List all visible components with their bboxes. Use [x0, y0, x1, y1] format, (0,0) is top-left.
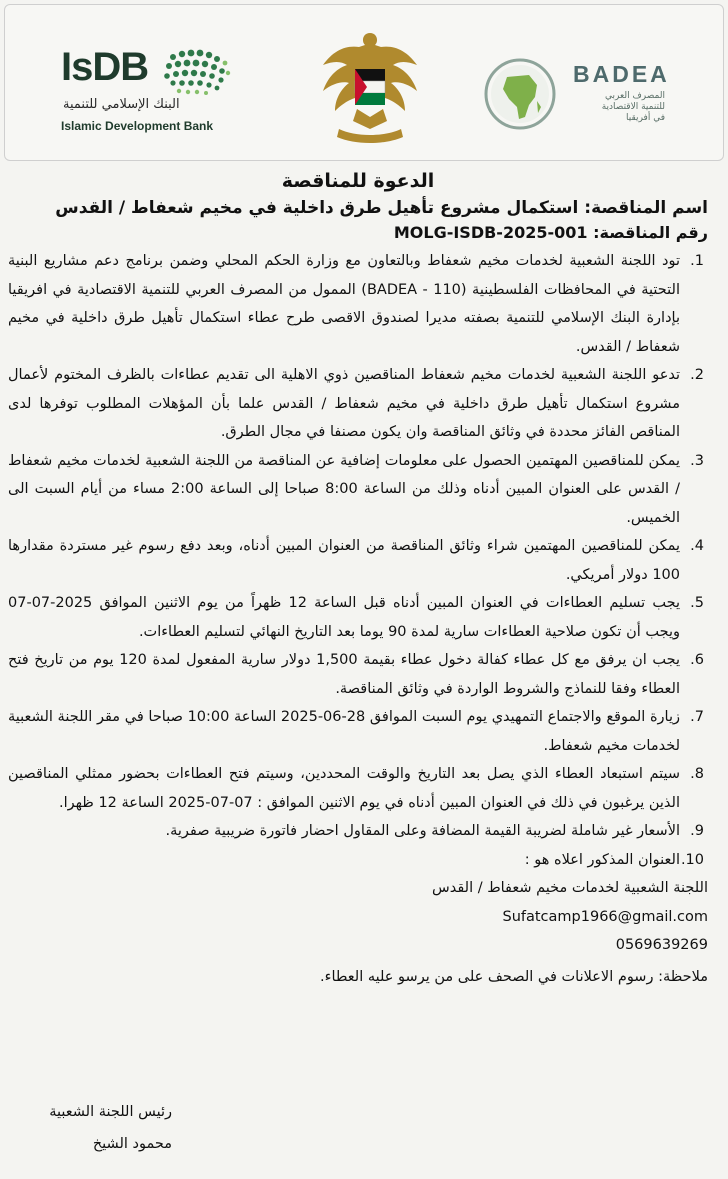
- address-organization: اللجنة الشعبية لخدمات مخيم شعفاط / القدس: [432, 880, 708, 896]
- clause-text: الأسعار غير شاملة لضريبة القيمة المضافة وعلى المقاول احضار فاتورة ضريبية صفرية.: [165, 823, 680, 839]
- tender-reference: رقم المناقصة: MOLG-ISDB-2025-001: [393, 223, 708, 242]
- clause-text: يجب تسليم العطاءات في العنوان المبين أدناه قبل الساعة 12 ظهراً من يوم الاثنين الموافق 2025-07-07 ويجب أن تكون صلاحية العطاءات سارية لمدة 90 يوما بعد التاريخ النهائي لتسليم العطاءات.: [8, 595, 680, 640]
- isdb-logo: [61, 45, 241, 140]
- signatory-role: رئيس اللجنة الشعبية: [49, 1104, 172, 1120]
- clause-text: تود اللجنة الشعبية لخدمات مخيم شعفاط وبالتعاون مع وزارة الحكم المحلي وضمن برنامج دعم مشاريع البنية التحتية في المحافظات الفلسطينية (BADEA - 110) الممول من المصرف العربي للتنمية الاقتصادية في افريقيا بإدارة البنك الإسلامي للتنمية بصفته مديرا لصندوق الاقصى طرح عطاء استكمال تأهيل طرق داخلية في مخيم شعفاط / القدس.: [8, 253, 680, 355]
- isdb-arabic-name: البنك الإسلامي للتنمية: [63, 97, 180, 112]
- clause-item: [8, 361, 708, 447]
- advertising-fee-note: ملاحظة: رسوم الاعلانات في الصحف على من يرسو عليه العطاء.: [320, 968, 708, 985]
- badea-africa-globe-icon: [483, 57, 557, 131]
- clause-number: 9.: [690, 823, 704, 839]
- isdb-english-name: Islamic Development Bank: [61, 119, 214, 133]
- clause-item: [8, 447, 708, 533]
- badea-wordmark: BADEA: [573, 61, 670, 87]
- badea-subtitle-line: المصرف العربي: [605, 91, 665, 101]
- palestinian-eagle-emblem-icon: [315, 25, 425, 150]
- clause-number: 5.: [690, 595, 704, 611]
- clause-item: [8, 760, 708, 817]
- logo-header: [4, 4, 724, 161]
- clause-number: 2.: [690, 367, 704, 383]
- clause-text: زيارة الموقع والاجتماع التمهيدي يوم السبت الموافق 28-06-2025 الساعة 10:00 صباحا في مقر اللجنة الشعبية لخدمات مخيم شعفاط.: [8, 709, 680, 754]
- tender-clauses: [8, 247, 708, 874]
- badea-subtitle-line: للتنمية الاقتصادية: [601, 102, 665, 112]
- clause-text: يجب ان يرفق مع كل عطاء كفالة دخول عطاء بقيمة 1,500 دولار سارية المفعول لمدة 120 يوم من تاريخ فتح العطاء وفقا للنماذج والشروط الواردة في وثائق المناقصة.: [8, 652, 681, 697]
- clause-number: 7.: [690, 709, 704, 725]
- page-title: الدعوة للمناقصة: [281, 170, 435, 192]
- clause-text: العنوان المذكور اعلاه هو :: [524, 851, 680, 868]
- clause-item: [8, 532, 708, 589]
- badea-subtitle-line: في أفريقيا: [626, 113, 665, 123]
- clause-item: [8, 817, 708, 846]
- isdb-wordmark: IsDB: [61, 45, 149, 89]
- clause-item: [8, 703, 708, 760]
- clause-number: 4.: [690, 538, 704, 554]
- clause-item: [8, 247, 708, 361]
- clause-number: 3.: [690, 452, 704, 469]
- clause-item: [8, 646, 708, 703]
- address-email[interactable]: Sufatcamp1966@gmail.com: [502, 908, 708, 925]
- clause-text: يمكن للمناقصين المهتمين الحصول على معلومات إضافية عن المناقصة من اللجنة الشعبية لخدمات مخيم شعفاط / القدس على العنوان المبين أدناه وذلك من الساعة 8:00 صباحا إلى الساعة 2:00 مساء من أيام السبت الى الخميس.: [8, 452, 681, 526]
- clause-text: يمكن للمناقصين المهتمين شراء وثائق المناقصة من العنوان المبين أدناه، وبعد دفع رسوم غير مستردة مقدارها 100 دولار أمريكي.: [8, 538, 680, 583]
- clause-number: 6.: [690, 652, 704, 668]
- signatory-name: محمود الشيخ: [92, 1136, 172, 1152]
- badea-logo: [483, 47, 713, 142]
- clause-item: [8, 846, 708, 875]
- signature-block: [12, 1096, 172, 1160]
- clause-number: 1.: [690, 253, 704, 269]
- clause-text: تدعو اللجنة الشعبية لخدمات مخيم شعفاط المناقصين ذوي الاهلية الى تقديم عطاءات بالظرف المختوم لأعمال مشروع استكمال تأهيل طرق داخلية في مخيم شعفاط / القدس علما بأن المؤهلات المطلوب توفرها لدى المناقص الفائز محددة في وثائق المناقصة وان يكون مصنفا في مجال الطرق.: [8, 367, 680, 440]
- clause-number: 10.: [680, 851, 704, 868]
- isdb-globe-icon: [155, 47, 233, 97]
- clause-item: [8, 589, 708, 646]
- clause-number: 8.: [690, 766, 704, 782]
- tender-name: اسم المناقصة: استكمال مشروع تأهيل طرق داخلية في مخيم شعفاط / القدس: [55, 198, 708, 218]
- address-phone: 0569639269: [615, 937, 708, 953]
- clause-text: سيتم استبعاد العطاء الذي يصل بعد التاريخ والوقت المحددين، وسيتم فتح العطاءات بحضور ممثلي المناقصين الذين يرغبون في ذلك في العنوان المبين أدناه في يوم الاثنين الموافق : 07-07-2025 الساعة 12 ظهرا.: [8, 766, 680, 811]
- badea-subtitle: [573, 91, 665, 124]
- tender-body: [8, 170, 708, 992]
